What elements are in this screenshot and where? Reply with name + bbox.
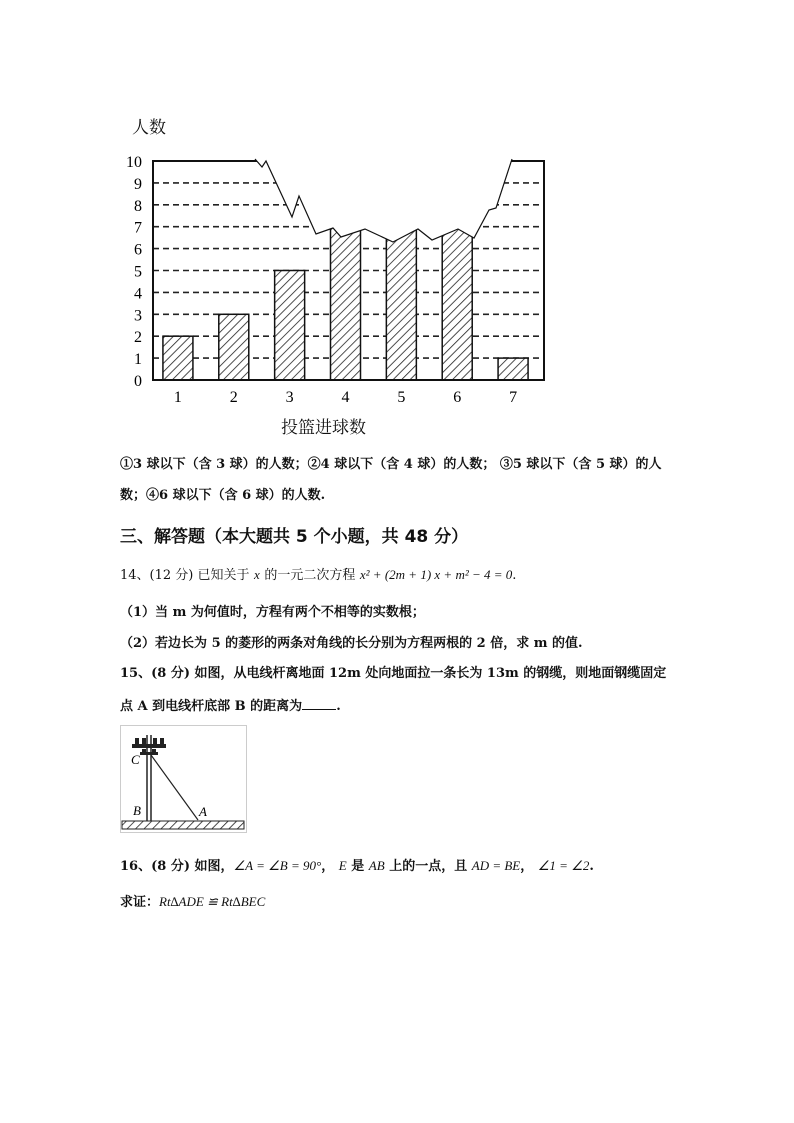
q16-point-e: E <box>338 858 347 873</box>
y-tick-label: 8 <box>134 197 142 215</box>
x-tick-label: 3 <box>285 389 294 406</box>
x-tick-label: 6 <box>453 389 462 406</box>
q14-var: x <box>254 567 260 582</box>
q14-end: . <box>512 568 517 583</box>
q14-equation: x² + (2m + 1) x + m² − 4 = 0 <box>359 567 513 582</box>
question-14-part-1: （1）当 m 为何值时，方程有两个不相等的实数根； <box>120 605 425 620</box>
y-tick-label: 7 <box>134 219 142 237</box>
bar-1 <box>163 336 193 380</box>
chart-bars <box>163 222 528 380</box>
question-14-part-2: （2）若边长为 5 的菱形的两条对角线的长分别为方程两根的 2 倍，求 m 的值. <box>120 636 583 651</box>
q16-segment-ab: AB <box>368 858 385 873</box>
y-tick-label: 9 <box>134 175 142 193</box>
q16-prove-statement: Rt∆ADE ≌ Rt∆BEC <box>159 894 266 909</box>
q14-prefix: 14、(12 分) 已知关于 <box>120 568 250 583</box>
bar-2 <box>219 314 249 380</box>
x-tick-label: 1 <box>173 389 182 406</box>
q16-text-mid: 上的一点，且 <box>389 859 468 874</box>
y-tick-label: 5 <box>134 263 142 281</box>
q16-cond1: ∠A = ∠B = 90° <box>233 858 322 873</box>
bar-chart <box>0 0 794 440</box>
bar-6 <box>442 222 472 380</box>
answer-blank[interactable] <box>302 697 336 710</box>
question-15-line-2 <box>120 697 341 717</box>
bar-5 <box>386 222 416 380</box>
label-b: B <box>133 803 141 818</box>
x-tick-label: 4 <box>341 389 350 406</box>
q16-cond2: AD = BE <box>471 858 521 873</box>
q15-line2-text: 点 A 到电线杆底部 B 的距离为 <box>120 699 303 714</box>
q16-sep1: ， <box>321 859 335 874</box>
chart-x-axis-title: 投篮进球数 <box>281 418 366 438</box>
label-c: C <box>131 752 140 767</box>
section-title: 三、解答题（本大题共 5 个小题，共 48 分） <box>120 527 469 547</box>
bar-4 <box>331 222 361 380</box>
y-tick-label: 2 <box>134 329 142 347</box>
y-tick-label: 3 <box>134 307 142 325</box>
x-tick-label: 2 <box>229 389 238 406</box>
x-tick-label: 5 <box>397 389 406 406</box>
question-16-stem <box>120 856 594 877</box>
question-16-prove <box>120 892 265 913</box>
question-14-stem <box>120 565 516 586</box>
question-15-line-1: 15、(8 分) 如图，从电线杆离地面 12m 处向地面拉一条长为 13m 的钢缆，则地面钢缆固定 <box>120 666 667 681</box>
q16-text-shi: 是 <box>351 859 365 874</box>
x-tick-label: 7 <box>509 389 518 406</box>
q16-prove-label: 求证： <box>120 895 160 910</box>
y-tick-label: 0 <box>134 373 142 390</box>
statement-line-2: 数；④6 球以下（含 6 球）的人数. <box>120 488 326 503</box>
y-tick-label: 10 <box>126 154 142 171</box>
ground <box>122 821 244 829</box>
torn-region <box>255 159 512 242</box>
label-a: A <box>199 804 207 819</box>
bar-3 <box>275 271 305 381</box>
chart-y-axis-title: 人数 <box>132 118 166 138</box>
steel-cable <box>151 755 198 820</box>
statement-line-1: ①3 球以下（含 3 球）的人数；②4 球以下（含 4 球）的人数； ③5 球以下（含 5 球）的人 <box>120 457 662 472</box>
q14-mid: 的一元二次方程 <box>264 568 356 583</box>
y-tick-label: 4 <box>134 285 142 303</box>
q15-line2-end: . <box>336 699 341 714</box>
y-tick-label: 1 <box>134 351 142 369</box>
pole-figure <box>120 725 250 835</box>
y-tick-label: 6 <box>134 241 142 259</box>
q16-end: . <box>589 859 594 874</box>
q16-cond3: ∠1 = ∠2 <box>537 858 590 873</box>
bar-7 <box>498 358 528 380</box>
q16-prefix: 16、(8 分) 如图， <box>120 859 234 874</box>
pole-crossbar <box>132 744 166 748</box>
q16-sep2: ， <box>520 859 534 874</box>
